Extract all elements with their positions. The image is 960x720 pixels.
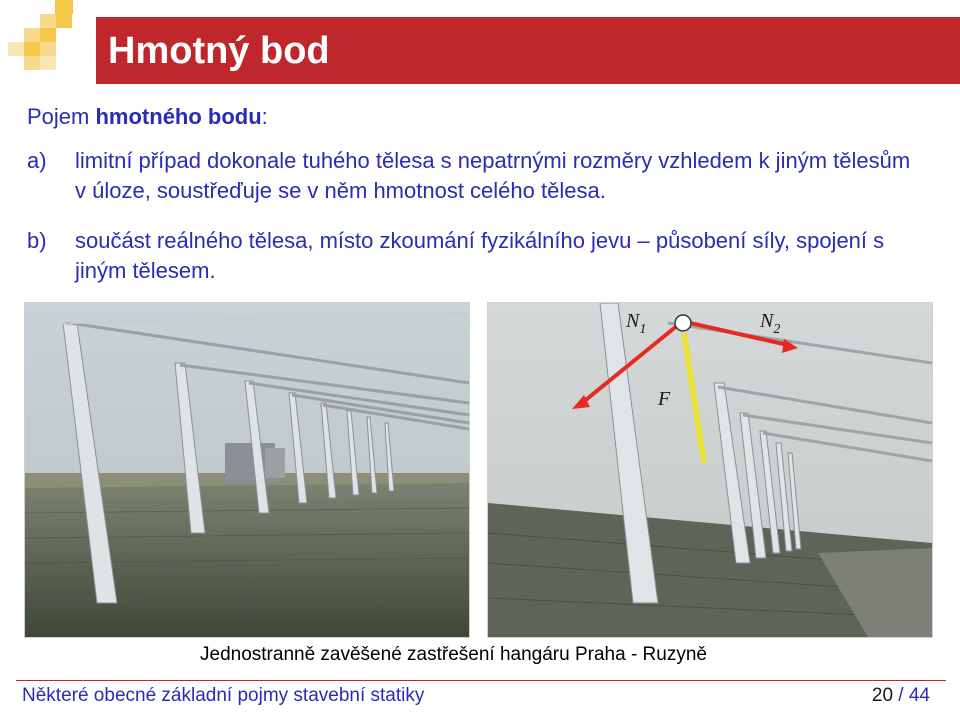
item-label: b) [27, 228, 47, 253]
item-label: a) [27, 148, 47, 173]
page-total: 44 [908, 685, 930, 706]
page-counter [872, 685, 930, 707]
page-current: 20 [871, 685, 894, 706]
intro-prefix: Pojem [27, 104, 96, 129]
item-text: limitní případ dokonale tuhého tělesa s nepatrnými rozměry vzhledem k jiným tělesům v úloze, soustřeďuje se v něm hmotnost celého tělesa. [75, 148, 911, 203]
label-n1: $N_1$ [626, 310, 647, 337]
footer-title: Některé obecné základní pojmy stavební statiky [22, 685, 425, 706]
label-f: F [658, 388, 671, 410]
intro-line [27, 104, 268, 130]
intro-suffix: : [261, 104, 268, 129]
slide-title: Hmotný bod [108, 30, 330, 72]
hangar-photo-left [24, 302, 470, 638]
label-n2: $N_2$ [760, 310, 781, 337]
intro-bold: hmotného bodu [95, 104, 262, 129]
figure-caption: Jednostranně zavěšené zastřešení hangáru Praha - Ruzyně [200, 644, 707, 665]
hangar-photo-right [487, 302, 933, 638]
material-point [675, 315, 691, 331]
footer-divider [16, 680, 946, 681]
page-separator: / [893, 685, 909, 706]
item-text: součást reálného tělesa, místo zkoumání fyzikálního jevu – působení síly, spojení s jiným tělesem. [75, 228, 885, 283]
